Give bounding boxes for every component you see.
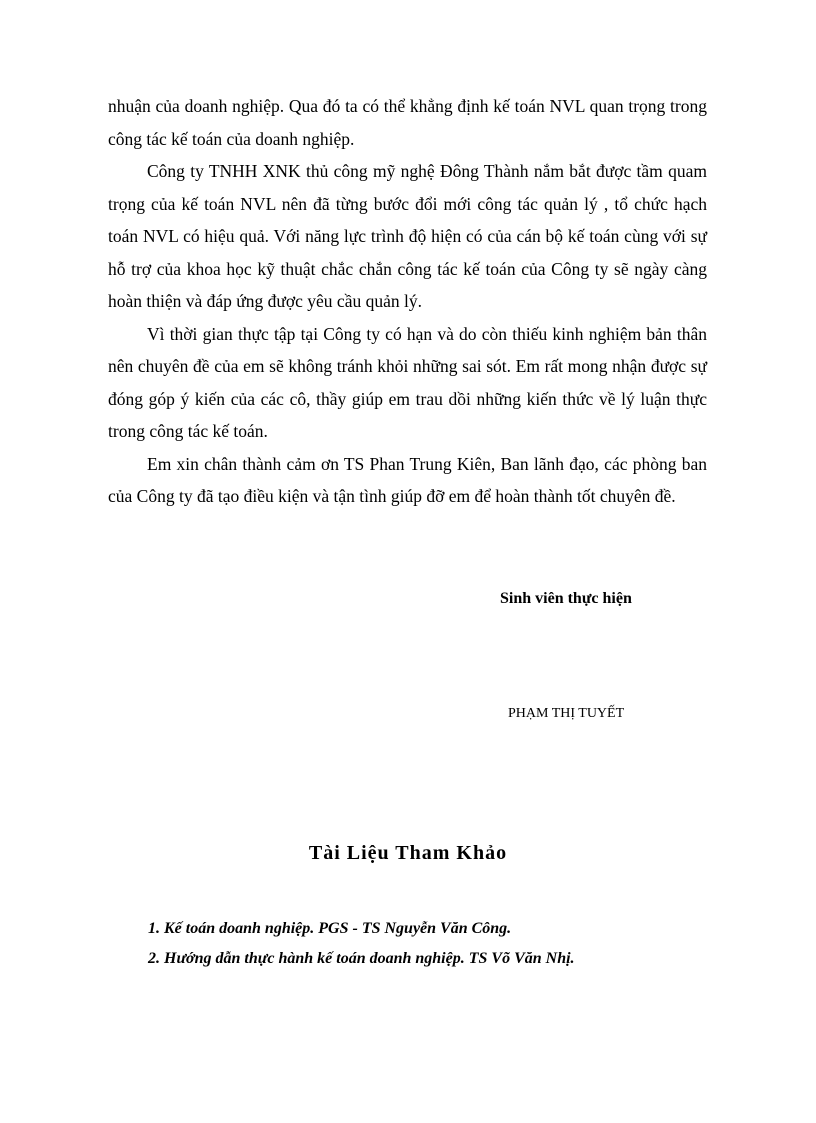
reference-item: 1. Kế toán doanh nghiệp. PGS - TS Nguyễn Văn Công. — [148, 920, 512, 937]
signature-name: PHẠM THỊ TUYẾT — [508, 706, 625, 721]
references-heading: Tài Liệu Tham Khảo — [308, 842, 508, 864]
reference-item: 2. Hướng dẫn thực hành kế toán doanh nghiệp. TS Võ Văn Nhị. — [148, 950, 575, 967]
paragraph-thanks: Em xin chân thành cảm ơn TS Phan Trung Kiên, Ban lãnh đạo, các phòng ban của Công ty đã tạo điều kiện và tận tình giúp đỡ em để hoàn thành tốt chuyên đề. — [108, 453, 707, 506]
body-text — [108, 90, 707, 513]
paragraph-limitations: Vì thời gian thực tập tại Công ty có hạn và do còn thiếu kinh nghiệm bản thân nên chuyên đề của em sẽ không tránh khỏi những sai sót. Em rất mong nhận được sự đóng góp ý kiến của các cô, thầy giúp em trau dồi những kiến thức về lý luận thực trong công tác kế toán. — [108, 323, 707, 441]
signature-title: Sinh viên thực hiện — [500, 590, 632, 607]
paragraph-continuation: nhuận của doanh nghiệp. Qua đó ta có thể khẳng định kế toán NVL quan trọng trong công tác kế toán của doanh nghiệp. — [108, 96, 707, 149]
paragraph-company: Công ty TNHH XNK thủ công mỹ nghệ Đông Thành nắm bắt được tầm quam trọng của kế toán NVL nên đã từng bước đổi mới công tác quản lý , tổ chức hạch toán NVL có hiệu quả. Với năng lực trình độ hiện có của cán bộ kế toán cùng với sự hỗ trợ của khoa học kỹ thuật chắc chắn công tác kế toán của Công ty sẽ ngày càng hoàn thiện và đáp ứng được yêu cầu quản lý. — [108, 161, 707, 311]
references-list — [148, 914, 748, 974]
